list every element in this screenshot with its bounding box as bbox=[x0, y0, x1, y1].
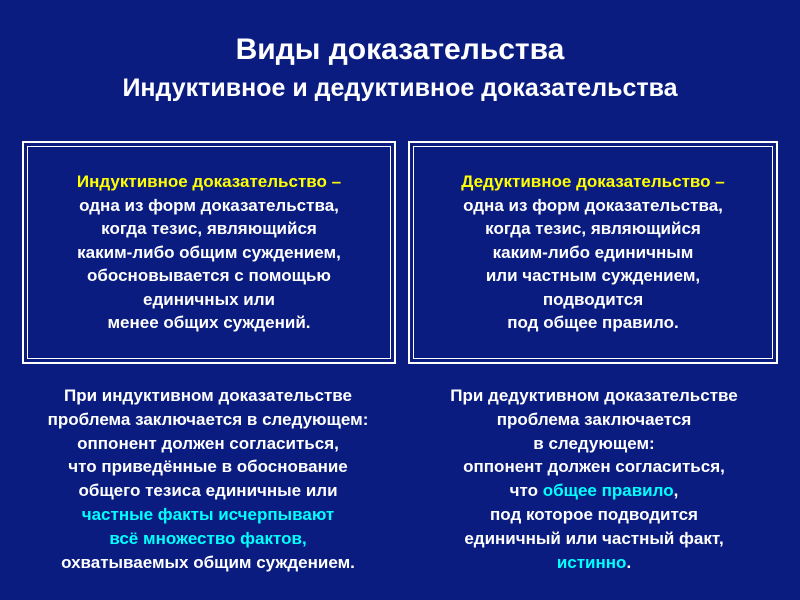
paragraph-line: что приведённые в обоснование bbox=[68, 457, 348, 477]
paragraph-line: под которое подводится bbox=[490, 504, 698, 524]
paragraph-line: общего тезиса единичные или bbox=[78, 481, 338, 501]
slide-subtitle: Индуктивное и дедуктивное доказательства bbox=[122, 74, 678, 102]
definition-line: каким-либо единичным bbox=[492, 242, 694, 262]
paragraph-highlight: частные факты исчерпывают bbox=[81, 504, 335, 524]
text-fragment: . bbox=[626, 552, 632, 572]
paragraph-line: проблема заключается в следующем: bbox=[47, 409, 369, 429]
paragraph-line: проблема заключается bbox=[496, 409, 692, 429]
definition-line: одна из форм доказательства, bbox=[463, 195, 723, 215]
definition-line: или частным суждением, bbox=[485, 266, 701, 286]
definition-line: когда тезис, являющийся bbox=[101, 219, 317, 239]
definition-line: подводится bbox=[542, 289, 644, 309]
text-fragment: что bbox=[509, 481, 543, 501]
deductive-definition-inner bbox=[413, 146, 773, 359]
paragraph-line: оппонент должен согласиться, bbox=[77, 433, 339, 453]
paragraph-line-mixed bbox=[400, 479, 788, 503]
inductive-definition-inner bbox=[27, 146, 391, 359]
deductive-problem-paragraph bbox=[400, 384, 788, 574]
definition-line: менее общих суждений. bbox=[107, 313, 311, 333]
paragraph-line: При индуктивном доказательстве bbox=[64, 386, 352, 405]
inductive-problem-paragraph bbox=[8, 384, 408, 574]
deductive-definition-box bbox=[408, 141, 778, 364]
inductive-term: Индуктивное доказательство – bbox=[76, 172, 342, 192]
inductive-definition-box bbox=[22, 141, 396, 364]
paragraph-line: При дедуктивном доказательстве bbox=[450, 386, 738, 405]
slide-title: Виды доказательства bbox=[235, 33, 565, 66]
paragraph-highlight: всё множество фактов, bbox=[109, 528, 307, 548]
paragraph-line-mixed bbox=[400, 551, 788, 575]
definition-line: обосновывается с помощью bbox=[87, 266, 331, 286]
paragraph-line: оппонент должен согласиться, bbox=[463, 457, 725, 477]
definition-line: единичных или bbox=[143, 289, 275, 309]
paragraph-line: охватываемых общим суждением. bbox=[61, 552, 355, 572]
paragraph-highlight: общее правило bbox=[542, 481, 674, 501]
deductive-term: Дедуктивное доказательство – bbox=[461, 172, 725, 192]
definition-line: одна из форм доказательства, bbox=[79, 195, 339, 215]
text-fragment: , bbox=[673, 481, 679, 501]
paragraph-line: в следующем: bbox=[533, 433, 655, 453]
paragraph-line: единичный или частный факт, bbox=[464, 528, 724, 548]
paragraph-highlight: истинно bbox=[556, 552, 627, 572]
definition-line: когда тезис, являющийся bbox=[485, 219, 701, 239]
definition-line: каким-либо общим суждением, bbox=[77, 242, 341, 262]
definition-line: под общее правило. bbox=[507, 313, 679, 333]
